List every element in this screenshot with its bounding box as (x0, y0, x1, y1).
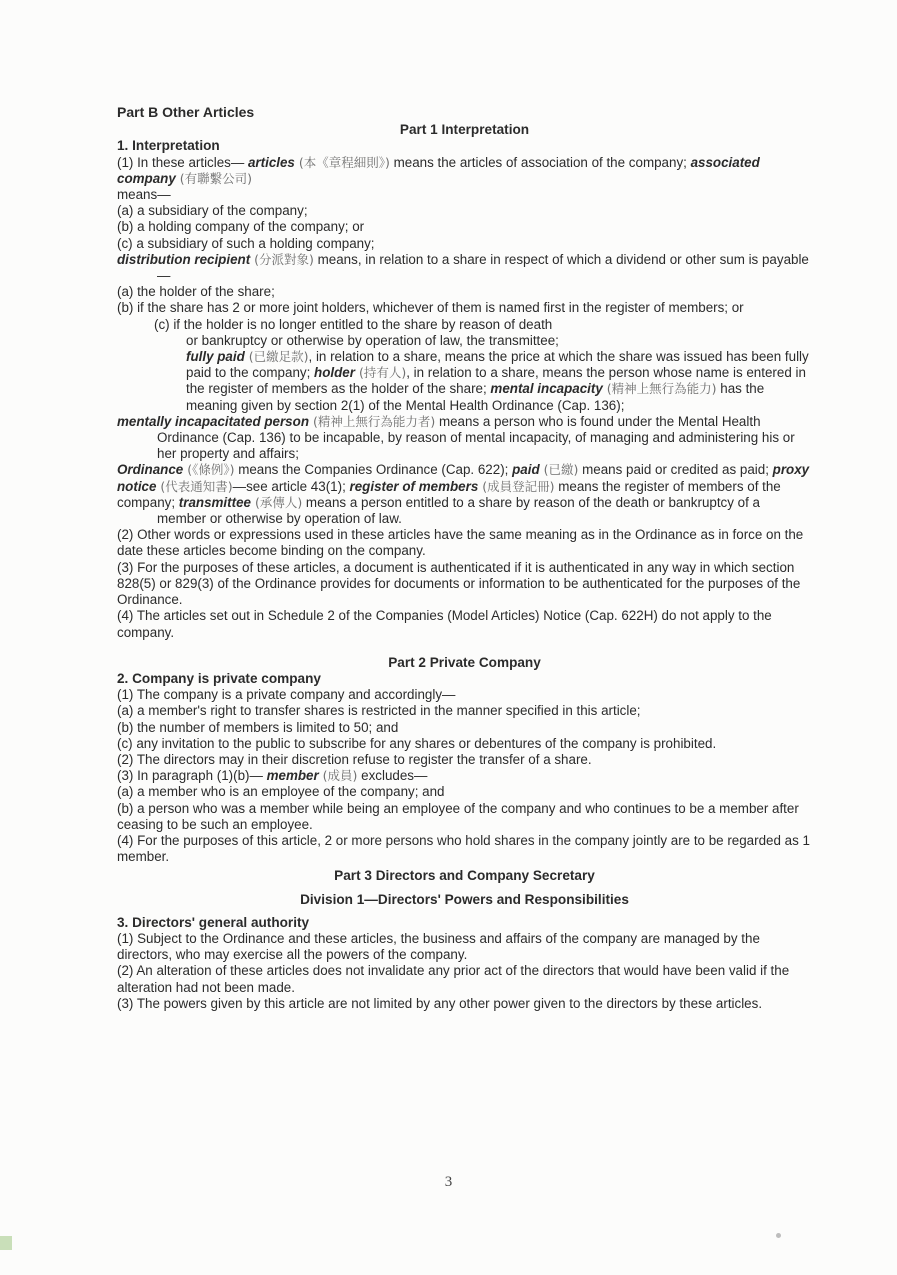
paragraph-2-4: (4) For the purposes of this article, 2 or more persons who hold shares in the company jointly are to be regarded as 1 member. (117, 832, 810, 865)
scan-edge-mark (0, 1236, 12, 1250)
paragraph-2-1: (1) The company is a private company and accordingly— (117, 687, 456, 703)
part-2-heading: Part 2 Private Company (388, 654, 541, 670)
part-3-heading: Part 3 Directors and Company Secretary (334, 868, 595, 884)
clause-member-a: (a) a member who is an employee of the company; and (117, 784, 445, 800)
clause-dist-b: (b) if the share has 2 or more joint holders, whichever of them is named first in the register of members; or (117, 300, 744, 316)
clause-dist-c: (c) if the holder is no longer entitled to the share by reason of death (154, 316, 553, 332)
part-1-heading: Part 1 Interpretation (399, 122, 530, 138)
paragraph-1-2: (2) Other words or expressions used in these articles have the same meaning as in the Ordinance as in force on the date these articles become binding on the company. (117, 527, 804, 559)
section-3-title: 3. Directors' general authority (117, 914, 310, 930)
clause-2c: (c) any invitation to the public to subscribe for any shares or debentures of the company is prohibited. (117, 735, 717, 751)
transmittee-line: or bankruptcy or otherwise by operation of law, the transmittee; (186, 332, 559, 348)
definition-ordinance: Ordinance (《條例》) means the Companies Ordinance (Cap. 622); paid (已繳) means paid or credited as paid; proxy notice (代表通知書)—see article 43(1); register of members (成員登記冊) means the register of members of the company; transmittee (承傳人) means a person entitled to a share by reason of the death or bankruptcy of a (117, 462, 810, 510)
term-transmittee: transmittee (178, 494, 251, 510)
clause-dist-a: (a) the holder of the share; (117, 284, 275, 300)
division-1-heading: Division 1—Directors' Powers and Responsibilities (300, 891, 629, 907)
clause-1a: (a) a subsidiary of the company; (117, 203, 308, 219)
paragraph-3-3: (3) The powers given by this article are not limited by any other power given to the directors by these articles. (117, 995, 763, 1011)
document-body (117, 104, 812, 1012)
paragraph-3-2: (2) An alteration of these articles does not invalidate any prior act of the directors that would have been valid if the alteration had not been made. (117, 963, 790, 995)
term-mental-incapacity: mental incapacity (490, 381, 603, 397)
clause-1c: (c) a subsidiary of such a holding company; (117, 235, 375, 251)
term-articles: articles (247, 154, 295, 170)
term-associated-company: associated company (117, 154, 760, 186)
paragraph-3-1: (1) Subject to the Ordinance and these articles, the business and affairs of the company are managed by the directors, who may exercise all the powers of the company. (117, 930, 760, 963)
part-b-title: Part B Other Articles (117, 104, 255, 120)
paragraph-2-3: (3) In paragraph (1)(b)— member (成員) excludes— (117, 768, 428, 784)
definition-articles: (1) In these articles— articles (本《章程細則》) means the articles of association of the company; associated company (有聯繫公司) means— (117, 154, 760, 203)
paragraph-2-2: (2) The directors may in their discretion refuse to register the transfer of a share. (117, 751, 592, 767)
scan-speck (776, 1233, 781, 1238)
section-1-title: 1. Interpretation (117, 138, 220, 154)
term-register-of-members: register of members (349, 478, 479, 494)
section-2-title: 2. Company is private company (117, 670, 321, 686)
paragraph-1-3: (3) For the purposes of these articles, a document is authenticated if it is authenticated in any way in which section 828(5) or 829(3) of the Ordinance provides for documents or information to be authenticated for the purposes of the Ordinance. (117, 559, 801, 608)
indented-definitions-block (117, 333, 812, 414)
clause-member-b: (b) a person who was a member while being an employee of the company and who continues to be a member after ceasing to be such an employee. (117, 800, 799, 832)
clause-2b: (b) the number of members is limited to 50; and (117, 719, 399, 735)
term-paid: paid (512, 462, 540, 478)
definition-fully-paid: fully paid (已繳足款), in relation to a share, means the price at which the share was issued has been fully paid to the company; holder (持有人), in relation to a share, means the person whose name is entered in the register of members as the holder of the share; mental incapacity (精神上無行為能力) has the meaning given by section 2(1) of the Mental Health Ordinance (Cap. 136); (186, 349, 809, 413)
paragraph-1-4: (4) The articles set out in Schedule 2 of the Companies (Model Articles) Notice (Cap. 622H) do not apply to the company. (117, 608, 772, 640)
page-number: 3 (444, 1174, 453, 1190)
term-member: member (266, 768, 319, 784)
term-holder: holder (314, 365, 355, 381)
definition-distribution-recipient: distribution recipient (分派對象) means, in relation to a share in respect of which a dividend or other sum is payable— (117, 251, 809, 284)
clause-2a: (a) a member's right to transfer shares is restricted in the manner specified in this article; (117, 703, 641, 719)
term-proxy-notice: proxy notice (117, 462, 810, 494)
definition-mentally-incapacitated-person: mentally incapacitated person (精神上無行為能力者) means a person who is found under the Mental Health Ordinance (Cap. 136) to be incapable, by reason of mental incapacity, of managing and administering his or her property and affairs; (117, 413, 795, 462)
transmittee-continuation: member or otherwise by operation of law. (157, 511, 402, 527)
clause-1b: (b) a holding company of the company; or (117, 219, 365, 235)
